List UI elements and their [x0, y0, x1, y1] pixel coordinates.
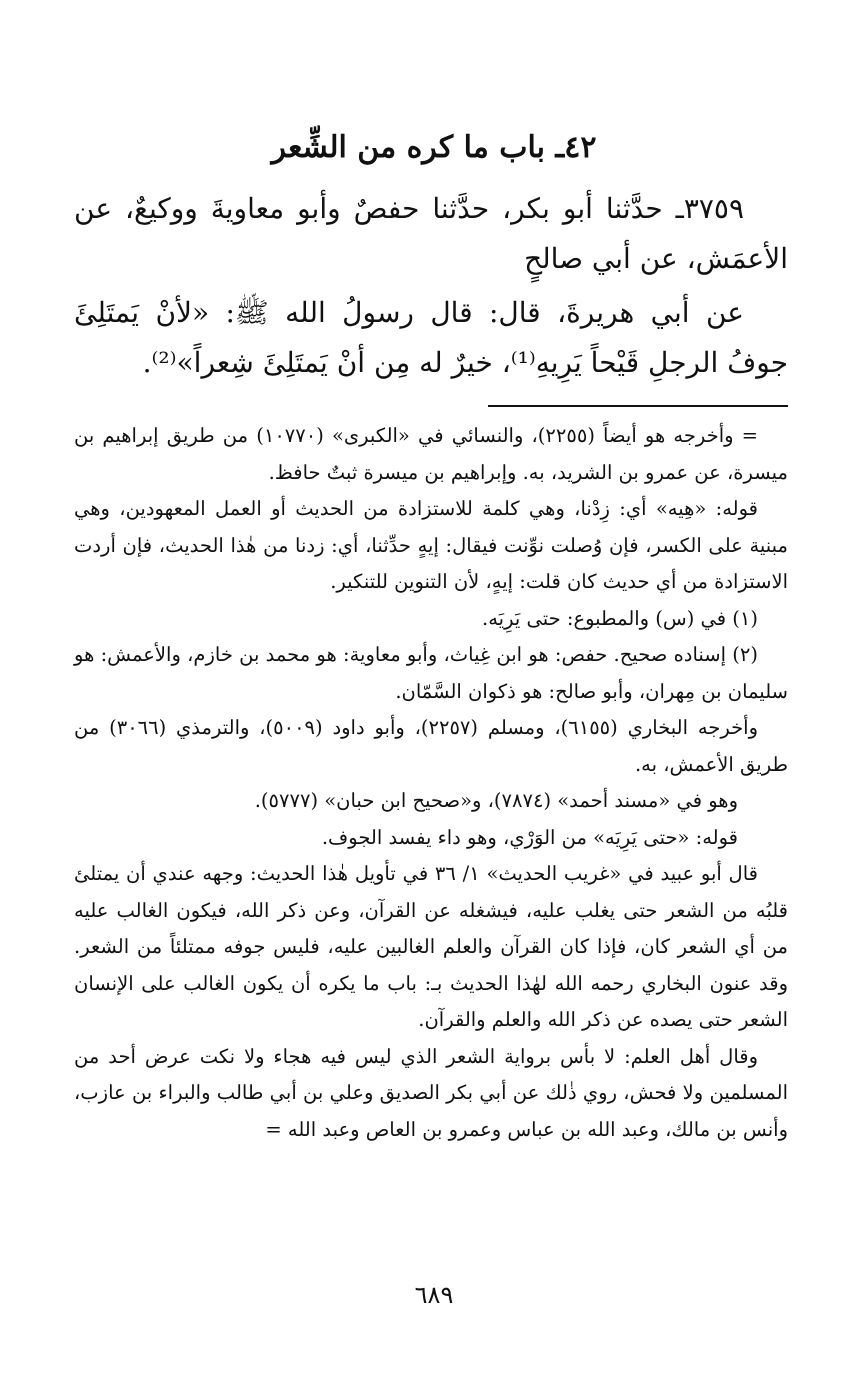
chapter-title: ٤٢ـ باب ما كره من الشِّعر	[271, 130, 597, 165]
page-number: ٦٨٩	[414, 1281, 454, 1309]
footnote-paragraph: قال أبو عبيد في «غريب الحديث» ١/ ٣٦ في تأويل هٰذا الحديث: وجهه عندي أن يمتلئ قلبُه من الشعر حتى يغلب عليه، فيشغله عن القرآن، وعن ذكر الله، فيكون الغالب عليه من أي الشعر كان، فإذا كان القرآن والعلم الغالبين عليه، فليس جوفه ممتلئاً من الشعر. وقد عنون البخاري رحمه الله لهٰذا الحديث بـ: باب ما يكره أن يكون الغالب على الإنسان الشعر حتى يصده عن ذكر الله والعلم والقرآن.	[74, 862, 788, 1031]
hadith-isnad: ٣٧٥٩ـ حدَّثنا أبو بكر، حدَّثنا حفصٌ وأبو معاويةَ ووكيعٌ، عن الأعمَش، عن أبي صالحٍ	[74, 192, 788, 275]
hadith-matn: عن أبي هريرةَ، قال: قال رسولُ الله ﷺ: «لأنْ يَمتَلِئَ جوفُ الرجلِ قَيْحاً يَرِيهِ⁽¹⁾، خيرٌ له مِن أنْ يَمتَلِئَ شِعراً»⁽²⁾.	[74, 296, 788, 379]
footnote-paragraph: = وأخرجه هو أيضاً (٢٢٥٥)، والنسائي في «الكبرى» (١٠٧٧٠) من طريق إبراهيم بن ميسرة، عن عمرو بن الشريد، به. وإبراهيم بن ميسرة ثبتٌ حافظ.	[74, 424, 788, 484]
footnote-paragraph: (٢) إسناده صحيح. حفص: هو ابن غِياث، وأبو معاوية: هو محمد بن خازم، والأعمش: هو سليمان بن مِهران، وأبو صالح: هو ذكوان السَّمّان.	[74, 643, 788, 703]
hadith-text	[74, 184, 788, 392]
footnote-paragraph: وقال أهل العلم: لا بأس برواية الشعر الذي ليس فيه هجاء ولا نكت عرض أحد من المسلمين ولا فحش، روي ذٰلك عن أبي بكر الصديق وعلي بن أبي طالب والبراء بن عازب، وأنس بن مالك، وعبد الله بن عباس وعمرو بن العاص وعبد الله =	[74, 1044, 788, 1141]
footnote-separator	[488, 405, 788, 407]
footnotes	[74, 418, 788, 1148]
footnote-paragraph: وهو في «مسند أحمد» (٧٨٧٤)، و«صحيح ابن حبان» (٥٧٧٧).	[254, 789, 738, 812]
footnote-paragraph: قوله: «هِيه» أي: زِدْنا، وهي كلمة للاستزادة من الحديث أو العمل المعهودين، وهي مبنية على الكسر، فإن وُصلت نوِّنت فيقال: إيهٍ حدِّثنا، أي: زدنا من هٰذا الحديث، فإن أردت الاستزادة من أي حديث كان قلت: إيهٍ، لأن التنوين للتنكير.	[74, 497, 788, 593]
footnote-paragraph: (١) في (س) والمطبوع: حتى يَرِيَه.	[482, 606, 758, 630]
footnote-paragraph: قوله: «حتى يَرِيَه» من الوَرْي، وهو داء يفسد الجوف.	[321, 825, 738, 849]
footnote-paragraph: وأخرجه البخاري (٦١٥٥)، ومسلم (٢٢٥٧)، وأبو داود (٥٠٠٩)، والترمذي (٣٠٦٦) من طريق الأعمش، به.	[74, 716, 788, 776]
